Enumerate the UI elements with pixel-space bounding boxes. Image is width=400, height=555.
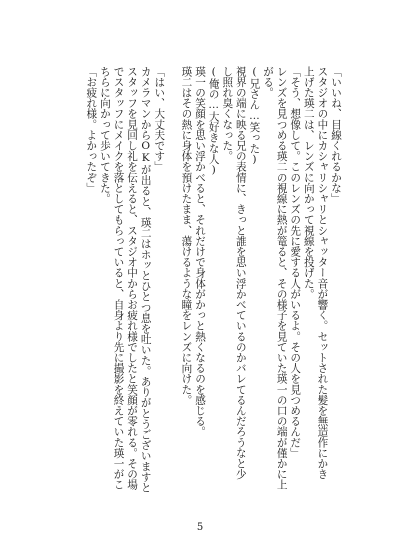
text-line: (俺の…大好きな人) bbox=[207, 66, 220, 177]
text-line: がる。 bbox=[262, 66, 275, 98]
text-line: 「そう、想像して。このレンズの先に愛する人がいるよ。その人を見つめるんだ」 bbox=[289, 66, 302, 459]
page-number: 5 bbox=[196, 522, 204, 533]
text-line: レンズを見つめる瑛二の視線に熱が篭ると、その様子を見ていた瑛一の口の端が僅かに上 bbox=[275, 66, 288, 490]
text-line: (兄さん…笑った) bbox=[248, 66, 261, 166]
text-line: カメラマンからOKが出ると、瑛二はホッとひとつ息を吐いた。ありがとうございますと bbox=[139, 66, 152, 493]
text-line: スタッフを見回し礼を伝えると、スタジオ中からお疲れ様でしたと笑顔が零れる。その場 bbox=[126, 66, 139, 490]
text-line: でスタッフにメイクを落としてもらっていると、自身より先に撮影を終えていた瑛一がこ bbox=[112, 66, 125, 490]
text-line: ちらに向かって歩いてきた。 bbox=[98, 66, 111, 204]
paragraph-gap bbox=[165, 66, 179, 536]
text-line: 「いいね、目線くれるかな」 bbox=[330, 66, 342, 204]
text-line: スタジオの中にカシャリシャリとシャッター音が響く。セットされた髪を無造作にかき bbox=[316, 66, 329, 480]
text-line: 上げた瑛二は、レンズに向かって視線を投げた。 bbox=[302, 66, 315, 300]
text-line: 「お疲れ様。よかったぞ」 bbox=[85, 66, 98, 194]
text-line: し照れ臭くなった。 bbox=[221, 66, 234, 162]
vertical-text-body bbox=[84, 66, 342, 536]
text-line: 瑛一の笑顔を思い浮かべると、それだけで身体がかっと熱くなるのを感じる。 bbox=[194, 66, 207, 437]
text-line: 視界の端に映る兄の表情に、きっと誰を思い浮かべているのかバレてるんだろうなと少 bbox=[234, 66, 247, 480]
text-line: 「はい、大丈夫です」 bbox=[153, 66, 166, 172]
text-line: 瑛二はその熱に身体を預けたまま、蕩けるような瞳をレンズに向けた。 bbox=[180, 66, 193, 406]
